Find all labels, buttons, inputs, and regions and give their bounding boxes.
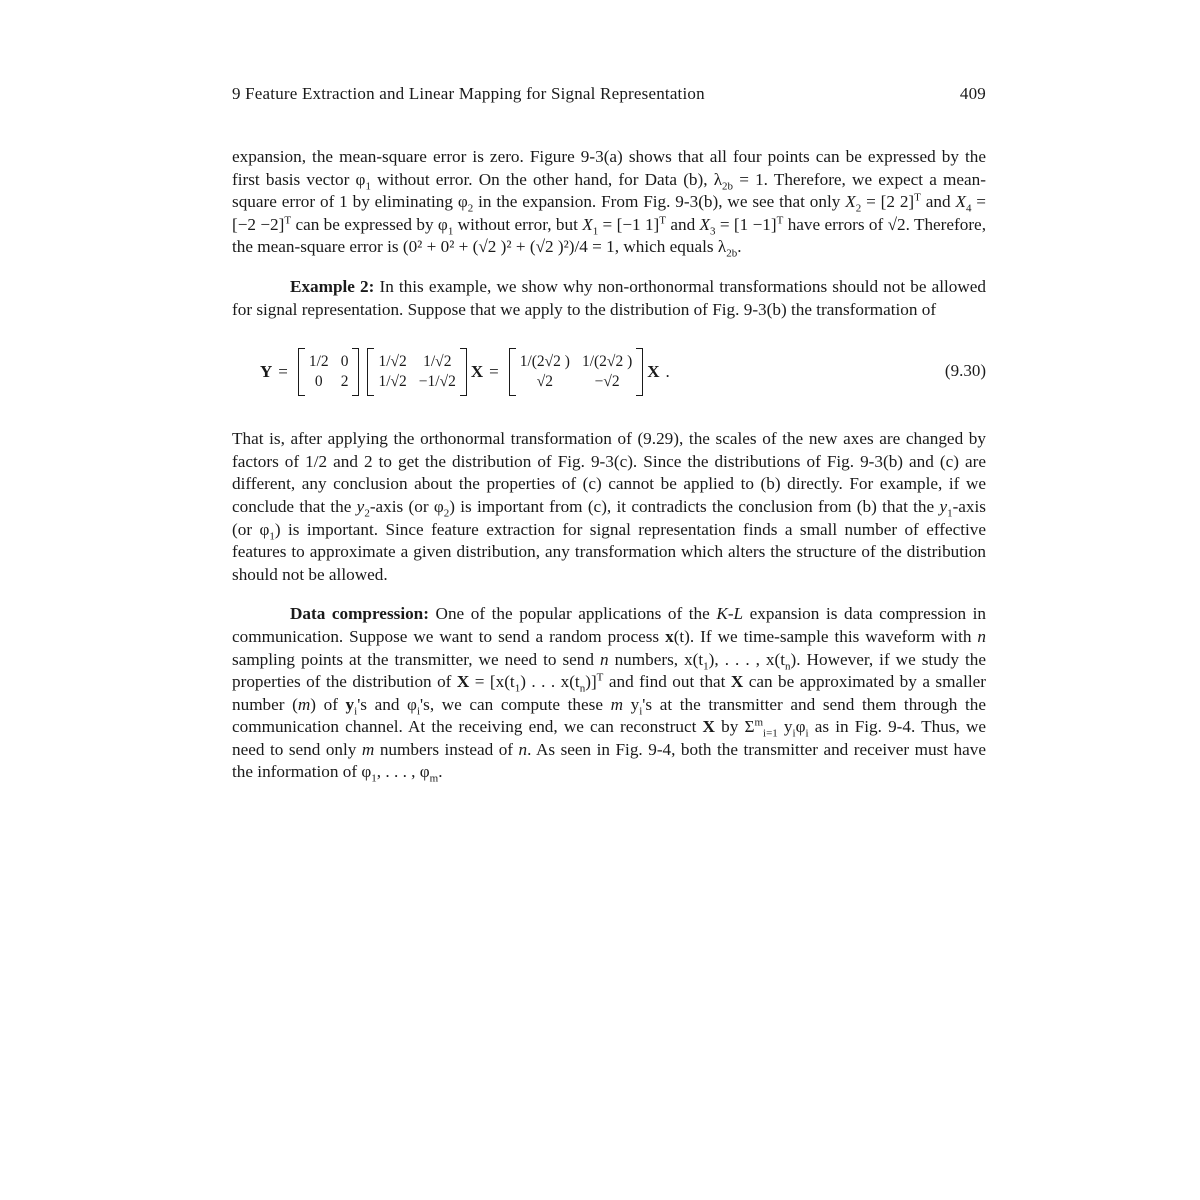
paragraph-data-compression: Data compression: One of the popular applications of the K-L expansion is data compression in communication. Suppose we want to send a random process x(t). If we time-sample this waveform with n sampling points at the transmitter, we need to send n numbers, $x(t_1)$, . . . , $x(t_n)$. However, if we study the properties of the distribution of $X = [x(t_1)$ . . . $x(t_n)]^T$ and find out that X can be approximated by a smaller number (m) of $y_i's$ and $\varphi_i's$, we can compute these m $y_i's$ at the transmitter and send them through the communication channel. At the receiving end, we can reconstruct X by $\Sigma^m_{i=1}$ $y_i\varphi_i$ as in Fig. 9-4. Thus, we need to send only m numbers instead of n. As seen in Fig. 9-4, both the transmitter and receiver must have the information of $\varphi_1$, . . . , $\varphi_m$. <box>232 604 987 785</box>
result-matrix: 1/(2√2 ) 1/(2√2 ) √2 −√2 <box>509 348 644 396</box>
data-compression-heading: Data compression: <box>290 604 429 624</box>
page-number: 409 <box>959 84 986 103</box>
scale-matrix: 1/2 0 0 2 <box>298 348 360 396</box>
paragraph-mean-square-error: expansion, the mean-square error is zero. Figure 9-3(a) shows that all four points can be expressed by the first basis vector $\varphi_1$ without error. On the other hand, for Data (b), $\lambda_{2b} = 1$. Therefore, we expect a mean-square error of 1 by eliminating $\varphi_2$ in the expansion. From Fig. 9-3(b), we see that only $X_2 = [2$ 2]$^T$ and $X_4 = [-2 -2]^T$ can be expressed by $\varphi_1$ without error, but $X_1 = [-1$ 1]$^T$ and $X_3 = [1 -1]^T$ have errors of √2. Therefore, the mean-square error is (0² + 0² + (√2 )² + (√2 )²)/4 = 1, which equals $\lambda_{2b}$. <box>232 147 986 260</box>
book-page <box>232 84 986 784</box>
orthonormal-matrix: 1/√2 1/√2 1/√2 −1/√2 <box>367 348 466 396</box>
paragraph-scale-change: That is, after applying the orthonormal transformation of (9.29), the scales of the new axes are changed by factors of 1/2 and 2 to get the distribution of Fig. 9-3(c). Since the distributions of Fig. 9-3(b) and (c) are different, any conclusion about the properties of (c) cannot be applied to (b) directly. For example, if we conclude that the $y_2$-axis (or $\varphi_2$) is important from (c), it contradicts the conclusion from (b) that the $y_1$-axis (or $\varphi_1$) is important. Since feature extraction for signal representation finds a small number of effective features to approximate a given distribution, any transformation which alters the structure of the distribution should not be allowed. <box>232 429 987 584</box>
example-2-heading: Example 2: <box>290 276 375 296</box>
paragraph-example-2: Example 2: In this example, we show why non-orthonormal transformations should not be allowed for signal representation. Suppose that we apply to the distribution of Fig. 9-3(b) the transformation of <box>232 276 986 319</box>
equation-number: (9.30) <box>944 361 986 381</box>
eq-lhs: Y <box>260 362 273 382</box>
running-title: 9 Feature Extraction and Linear Mapping for Signal Representation <box>232 84 705 103</box>
running-head <box>232 84 986 110</box>
equation-9-30: Y = 1/2 0 0 2 1/√2 1/√2 1/√2 −1/√2 X = 1/(2√2 ) 1/(2√2 ) √2 −√2 X . (9.30) <box>232 335 986 409</box>
